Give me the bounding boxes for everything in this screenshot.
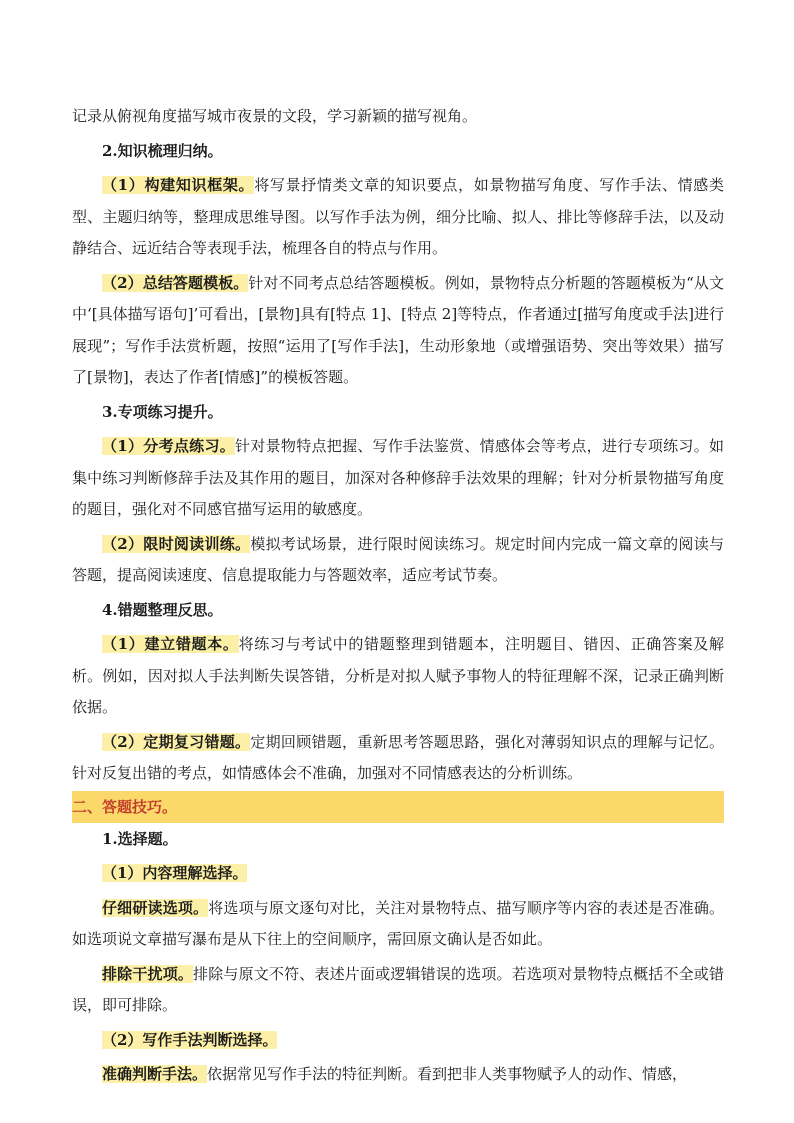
lead-timed-reading: （2）限时阅读训练。 (102, 534, 251, 553)
text-exclude-distractors: 排除与原文不符、表述片面或逻辑错误的选项。若选项对景物特点概括不全或错误，即可排除。 (72, 964, 724, 1014)
paragraph-exclude-distractors (72, 959, 724, 1022)
lead-read-options: 仔细研读选项。 (102, 898, 209, 917)
lead-error-book: （1）建立错题本。 (102, 635, 239, 653)
lead-point-practice: （1）分考点练习。 (102, 437, 236, 455)
paragraph-regular-review (72, 727, 724, 790)
heading-multiple-choice: 1.选择题。 (102, 829, 178, 848)
lead-build-framework: （1）构建知识框架。 (102, 176, 255, 194)
text-timed-reading: 模拟考试场景，进行限时阅读练习。规定时间内完成一篇文章的阅读与答题，提高阅读速度、信息提取能力与答题效率，适应考试节奏。 (72, 534, 724, 584)
paragraph-read-options (72, 893, 724, 956)
text-read-options: 将选项与原文逐句对比，关注对景物特点、描写顺序等内容的表述是否准确。如选项说文章描写瀑布是从下往上的空间顺序，需回原文确认是否如此。 (72, 898, 724, 948)
lead-answer-template: （2）总结答题模板。 (102, 273, 249, 292)
text-point-practice: 针对景物特点把握、写作手法鉴赏、情感体会等考点，进行专项练习。如集中练习判断修辞手法及其作用的题目，加深对各种修辞手法效果的理解；针对分析景物描写角度的题目，强化对不同感官描写运用的敏感度。 (72, 437, 724, 518)
subheading-technique-choice (72, 1025, 724, 1057)
heading-special-practice: 3.专项练习提升。 (102, 402, 223, 421)
lead-exclude-distractors: 排除干扰项。 (102, 964, 194, 983)
lead-technique-choice: （2）写作手法判断选择。 (102, 1030, 278, 1049)
section-answer-skills: 二、答题技巧。 (72, 791, 724, 823)
subheading-content-choice (72, 858, 724, 890)
lead-judge-technique: 准确判断手法。 (102, 1065, 208, 1083)
paragraph-answer-template (72, 268, 724, 394)
paragraph-night-view: 记录从俯视角度描写城市夜景的文段，学习新颖的描写视角。 (72, 107, 478, 125)
paragraph-build-framework (72, 170, 724, 265)
paragraph-judge-technique (72, 1059, 724, 1091)
text-regular-review: 定期回顾错题，重新思考答题思路，强化对薄弱知识点的理解与记忆。针对反复出错的考点，如情感体会不准确，加强对不同情感表达的分析训练。 (72, 732, 724, 782)
lead-regular-review: （2）定期复习错题。 (102, 732, 251, 751)
heading-knowledge-organize: 2.知识梳理归纳。 (102, 141, 223, 160)
text-build-framework: 将写景抒情类文章的知识要点，如景物描写角度、写作手法、情感类型、主题归纳等，整理成思维导图。以写作手法为例，细分比喻、拟人、排比等修辞手法，以及动静结合、远近结合等表现手法，梳理各自的特点与作用。 (72, 176, 724, 257)
paragraph-timed-reading (72, 529, 724, 592)
text-judge-technique: 依据常见写作手法的特征判断。看到把非人类事物赋予人的动作、情感， (207, 1065, 688, 1083)
paragraph-point-practice (72, 431, 724, 526)
lead-content-choice: （1）内容理解选择。 (102, 864, 248, 882)
text-answer-template: 针对不同考点总结答题模板。例如，景物特点分析题的答题模板为“从文中‘[具体描写语句]’可看出，[景物]具有[特点 1]、[特点 2]等特点，作者通过[描写角度或手法]进行展现”；写作手法赏析题，按照“运用了[写作手法]，生动形象地（或增强语势、突出等效果）描写了[景物]，表达了作者[情感]”的模板答题。 (72, 273, 724, 386)
text-error-book: 将练习与考试中的错题整理到错题本，注明题目、错因、正确答案及解析。例如，因对拟人手法判断失误答错，分析是对拟人赋予事物人的特征理解不深，记录正确判断依据。 (72, 635, 724, 716)
paragraph-error-book (72, 629, 724, 724)
heading-error-review: 4.错题整理反思。 (102, 600, 223, 619)
document-page (72, 98, 724, 1091)
